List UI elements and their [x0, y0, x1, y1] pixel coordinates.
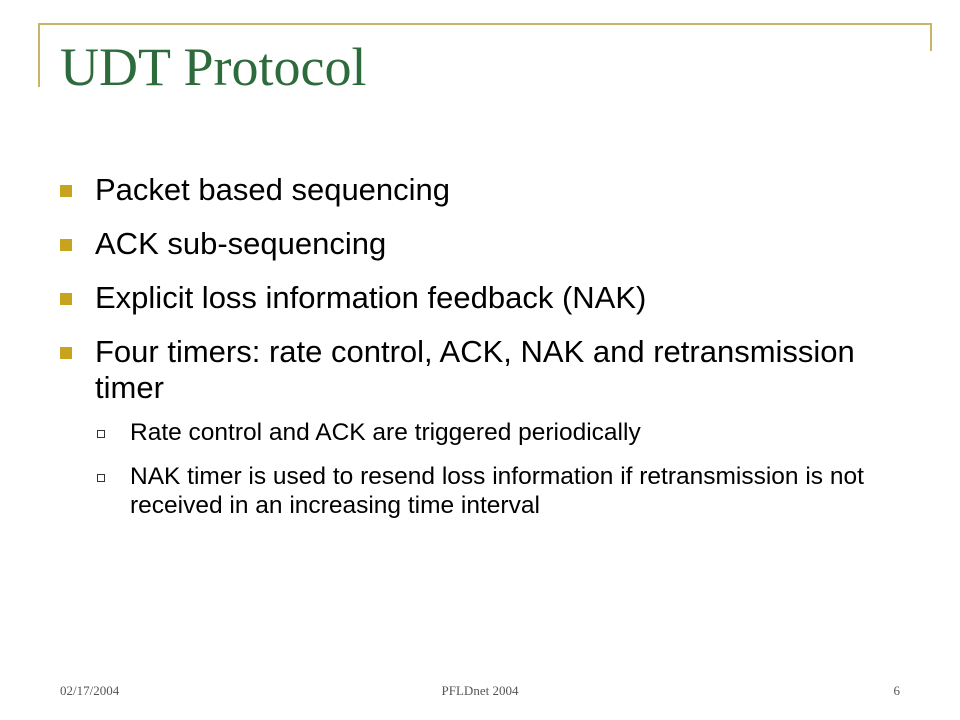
sub-bullet-text: Rate control and ACK are triggered periodically — [130, 419, 641, 446]
bullet-item — [60, 334, 900, 406]
square-bullet-icon — [60, 239, 72, 251]
footer-center-text: PFLDnet 2004 — [441, 683, 519, 698]
square-bullet-icon — [60, 185, 72, 197]
bullet-item — [60, 172, 900, 208]
bullet-item — [60, 226, 900, 262]
square-bullet-icon — [60, 347, 72, 359]
bullet-list — [60, 172, 900, 535]
bullet-text: Four timers: rate control, ACK, NAK and retransmission timer — [95, 334, 855, 405]
bullet-text: Packet based sequencing — [95, 172, 451, 207]
page-number: 6 — [893, 683, 900, 698]
sub-bullet-text: NAK timer is used to resend loss information if retransmission is not received in an increasing time interval — [130, 463, 864, 519]
hollow-square-bullet-icon — [97, 474, 105, 482]
frame-right-tick — [930, 23, 932, 51]
sub-bullet-item — [95, 418, 900, 447]
frame-left-line — [38, 23, 40, 87]
bullet-text: ACK sub-sequencing — [95, 226, 387, 261]
bullet-text: Explicit loss information feedback (NAK) — [95, 280, 647, 315]
bullet-item — [60, 280, 900, 316]
hollow-square-bullet-icon — [97, 430, 105, 438]
footer-date: 02/17/2004 — [60, 683, 120, 698]
sub-bullet-item — [95, 462, 900, 520]
sub-bullet-list — [60, 418, 900, 520]
frame-top-line — [38, 23, 932, 25]
slide-title: UDT Protocol — [60, 37, 367, 97]
square-bullet-icon — [60, 293, 72, 305]
